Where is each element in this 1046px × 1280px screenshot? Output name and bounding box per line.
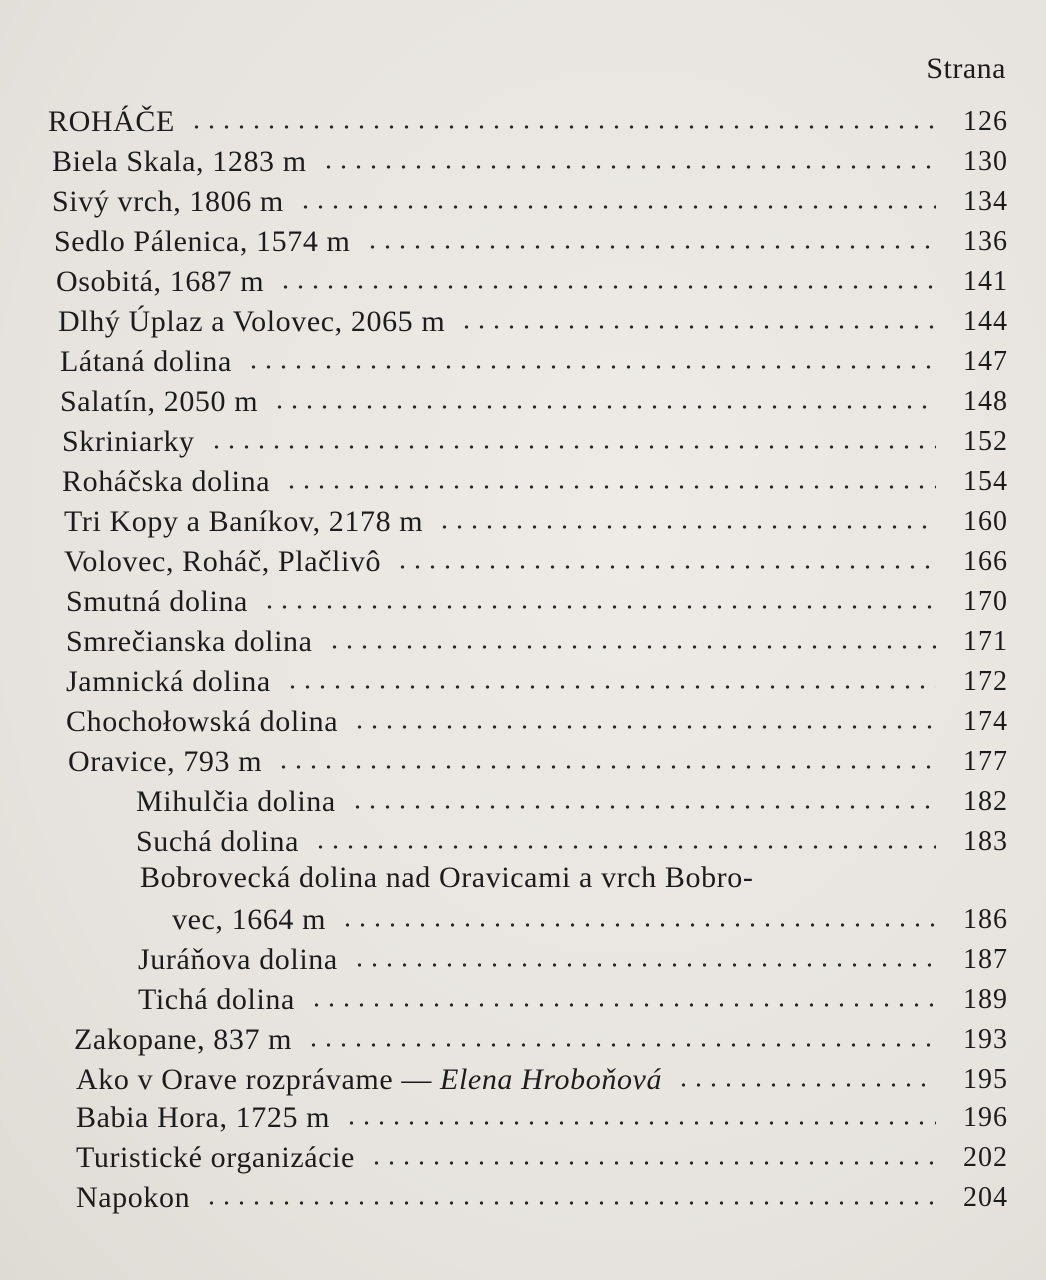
dot-leader bbox=[272, 402, 936, 412]
toc-entry bbox=[60, 340, 1008, 380]
dot-leader bbox=[352, 722, 936, 732]
toc-subentry bbox=[138, 938, 1008, 978]
toc-subentry bbox=[136, 780, 1008, 820]
dot-leader bbox=[437, 522, 936, 532]
toc-entry-title: Osobitá, 1687 m bbox=[56, 265, 265, 298]
toc-entry-page: 195 bbox=[963, 1064, 1008, 1095]
toc-entry-title: Tichá dolina bbox=[138, 983, 295, 1016]
toc-subentry bbox=[136, 820, 1008, 860]
toc-entry-title: Skriniarky bbox=[62, 425, 195, 458]
dot-leader bbox=[209, 442, 936, 452]
dot-leader bbox=[298, 202, 936, 212]
toc-subentry bbox=[138, 978, 1008, 1018]
toc-entry bbox=[58, 300, 1008, 340]
toc-entry-title: Dlhý Úplaz a Volovec, 2065 m bbox=[58, 305, 446, 338]
toc-entry bbox=[56, 260, 1008, 300]
dot-leader bbox=[313, 842, 936, 852]
toc-entry-page: 187 bbox=[963, 944, 1008, 975]
toc-entry bbox=[66, 700, 1008, 740]
toc-entry-author: Elena Hroboňová bbox=[440, 1063, 663, 1096]
toc-entry-title: Salatín, 2050 m bbox=[60, 385, 259, 418]
dot-leader bbox=[262, 602, 936, 612]
toc-entry-title: Roháčska dolina bbox=[62, 465, 271, 498]
dot-leader bbox=[340, 920, 936, 930]
toc-entry bbox=[62, 420, 1008, 460]
toc-entry-title: Smrečianska dolina bbox=[66, 625, 313, 658]
toc-entry-title: Babia Hora, 1725 m bbox=[76, 1101, 331, 1134]
toc-entry-title: Jamnická dolina bbox=[66, 665, 271, 698]
toc-entry-page: 177 bbox=[963, 746, 1008, 777]
dot-leader bbox=[189, 122, 936, 132]
toc-entry bbox=[66, 620, 1008, 660]
toc-entry-title: Sivý vrch, 1806 m bbox=[52, 185, 284, 218]
toc-entry-page: 204 bbox=[963, 1182, 1008, 1213]
toc-entry-page: 171 bbox=[963, 626, 1008, 657]
toc-entry-page: 202 bbox=[963, 1142, 1008, 1173]
toc-entry-title bbox=[76, 1062, 676, 1098]
toc-entry bbox=[48, 100, 1008, 140]
toc-entry-title: Sedlo Pálenica, 1574 m bbox=[54, 225, 351, 258]
dot-leader bbox=[246, 362, 936, 372]
toc-entry bbox=[74, 1018, 1008, 1058]
toc-entry-page: 172 bbox=[963, 666, 1008, 697]
toc-entry bbox=[66, 660, 1008, 700]
dot-leader bbox=[321, 162, 936, 172]
dot-leader bbox=[327, 642, 936, 652]
toc-entry-title: Smutná dolina bbox=[66, 585, 248, 618]
toc-entry-title: ROHÁČE bbox=[48, 105, 175, 138]
toc-entry-title: Biela Skala, 1283 m bbox=[52, 145, 307, 178]
toc-entry-page: 134 bbox=[963, 186, 1008, 217]
dot-leader bbox=[365, 242, 937, 252]
toc-entry bbox=[64, 540, 1008, 580]
toc-entry bbox=[54, 220, 1008, 260]
toc-entry-page: 186 bbox=[963, 904, 1008, 935]
toc-entry bbox=[62, 460, 1008, 500]
toc-entry bbox=[76, 1136, 1008, 1176]
toc-entry-title-line1: Bobrovecká dolina nad Oravicami a vrch Bobro- bbox=[140, 861, 754, 894]
toc-entry-title: Oravice, 793 m bbox=[68, 745, 263, 778]
toc-entry-page: 126 bbox=[963, 106, 1008, 137]
toc-entry-page: 189 bbox=[963, 984, 1008, 1015]
toc-entry-title: Chochołowská dolina bbox=[66, 705, 339, 738]
toc-entry-page: 130 bbox=[963, 146, 1008, 177]
toc-subentry bbox=[172, 898, 1008, 938]
toc-entry-title: Juráňova dolina bbox=[138, 943, 338, 976]
toc-entry-title-text: Ako v Orave rozprávame — bbox=[76, 1063, 432, 1096]
toc-entry-title: Volovec, Roháč, Plačlivô bbox=[64, 545, 382, 578]
toc-entry-page: 166 bbox=[963, 546, 1008, 577]
dot-leader bbox=[309, 1000, 936, 1010]
toc-entry-page: 147 bbox=[963, 346, 1008, 377]
toc-entry-page: 154 bbox=[963, 466, 1008, 497]
toc-entry-page: 136 bbox=[963, 226, 1008, 257]
dot-leader bbox=[284, 482, 936, 492]
toc-entry-page: 174 bbox=[963, 706, 1008, 737]
dot-leader bbox=[278, 282, 936, 292]
toc-entry bbox=[52, 180, 1008, 220]
dot-leader bbox=[676, 1080, 936, 1090]
toc-entry bbox=[66, 580, 1008, 620]
dot-leader bbox=[459, 322, 936, 332]
toc-entry-title: Tri Kopy a Baníkov, 2178 m bbox=[64, 505, 424, 538]
toc-entry bbox=[52, 140, 1008, 180]
toc-entry-page: 196 bbox=[963, 1102, 1008, 1133]
toc-entry bbox=[60, 380, 1008, 420]
dot-leader bbox=[369, 1158, 936, 1168]
toc-entry-page: 141 bbox=[963, 266, 1008, 297]
toc-entry bbox=[68, 740, 1008, 780]
toc-entry-title: Suchá dolina bbox=[136, 825, 300, 858]
toc-entry-page: 148 bbox=[963, 386, 1008, 417]
toc-entry-page: 152 bbox=[963, 426, 1008, 457]
toc-entry-page: 183 bbox=[963, 826, 1008, 857]
dot-leader bbox=[350, 802, 936, 812]
dot-leader bbox=[204, 1198, 936, 1208]
toc-entry-title: Turistické organizácie bbox=[76, 1141, 355, 1174]
dot-leader bbox=[306, 1040, 936, 1050]
toc-entry bbox=[76, 1058, 1008, 1098]
toc-entry-title: vec, 1664 m bbox=[172, 903, 327, 936]
toc-entry-title: Mihulčia dolina bbox=[136, 785, 336, 818]
toc-entry-page: 182 bbox=[963, 786, 1008, 817]
toc-entry-page: 193 bbox=[963, 1024, 1008, 1055]
toc-entry-page: 160 bbox=[963, 506, 1008, 537]
toc-entry bbox=[64, 500, 1008, 540]
toc-entry-title: Látaná dolina bbox=[60, 345, 232, 378]
toc-entry-page: 144 bbox=[963, 306, 1008, 337]
toc-entry-title: Napokon bbox=[76, 1181, 191, 1214]
dot-leader bbox=[352, 960, 936, 970]
toc-entry bbox=[76, 1176, 1008, 1216]
page-column-header: Strana bbox=[926, 52, 1006, 85]
dot-leader bbox=[344, 1118, 936, 1128]
dot-leader bbox=[395, 562, 936, 572]
toc-entry-title: Zakopane, 837 m bbox=[74, 1023, 293, 1056]
dot-leader bbox=[285, 682, 936, 692]
dot-leader bbox=[276, 762, 936, 772]
toc-entry bbox=[76, 1096, 1008, 1136]
toc-entry-page: 170 bbox=[963, 586, 1008, 617]
